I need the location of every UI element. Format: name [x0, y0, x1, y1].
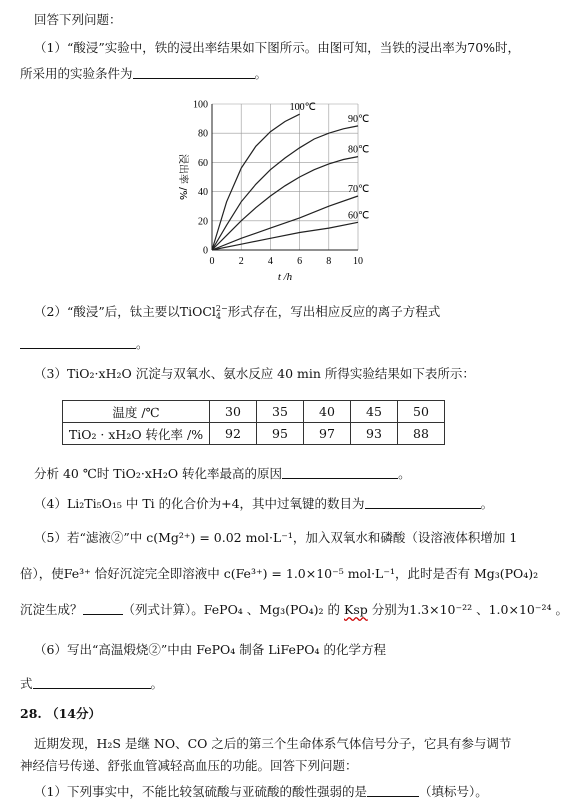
q5-line1: （5）若“滤液②”中 c(Mg²⁺) = 0.02 mol·L⁻¹，加入双氧水和磷酸（设溶液体积增加 1 [34, 530, 518, 545]
q3-answer-blank[interactable] [282, 466, 398, 479]
series-label: 70℃ [348, 183, 370, 195]
table-cell: 30 [210, 401, 257, 423]
y-tick-label: 100 [193, 99, 208, 111]
series-label: 100℃ [289, 102, 316, 114]
series-line [212, 222, 358, 250]
q28-sub1a: （1）下列事实中，不能比较氢硫酸与亚硫酸的酸性强弱的是 [34, 784, 367, 799]
q5-line3b: （列式计算）。FePO₄ 、Mg₃(PO₄)₂ 的 [122, 602, 341, 617]
q2-answer-blank[interactable] [20, 336, 136, 349]
q2-line2 [20, 336, 149, 352]
q4-answer-blank[interactable] [365, 496, 481, 509]
y-tick-label: 80 [198, 128, 208, 140]
q6-line2 [20, 676, 163, 692]
x-tick-label: 2 [238, 256, 244, 267]
q5-line3a: 沉淀生成？ [20, 602, 83, 617]
q28-answer-blank[interactable] [367, 784, 419, 797]
x-tick-label: 4 [267, 256, 273, 267]
table-header-conversion: TiO₂ · xH₂O 转化率 /% [63, 423, 210, 445]
x-tick-label: 10 [353, 256, 363, 267]
q1-end: 。 [254, 66, 268, 81]
table-row-temperature [63, 401, 445, 423]
y-tick-label: 40 [198, 187, 208, 199]
q28-sub1 [34, 784, 488, 800]
q1-answer-blank[interactable] [133, 66, 255, 79]
q2-end: 。 [136, 336, 149, 351]
q2-species [180, 304, 228, 319]
series-label: 90℃ [348, 113, 370, 125]
intro-text: 回答下列问题： [34, 12, 122, 27]
y-tick-label: 0 [203, 245, 208, 257]
q2-species-charge: 2− [215, 303, 228, 313]
series-line [212, 196, 358, 250]
q2-species-sub: 4 [215, 311, 221, 321]
q2-line1b: 形式存在，写出相应反应的离子方程式 [227, 304, 441, 319]
q28-heading: 28. （14分） [20, 706, 101, 721]
q1-line2-text: 所采用的实验条件为 [20, 66, 133, 81]
y-axis-label: 浸出率 /% [177, 153, 188, 201]
series-line [212, 114, 300, 250]
x-tick-label: 6 [297, 256, 303, 267]
series-line [212, 126, 358, 250]
table-cell: 92 [210, 423, 257, 445]
q4-line [34, 496, 493, 512]
q28-sub1b: （填标号）。 [418, 784, 488, 799]
table-cell: 40 [304, 401, 351, 423]
q3-analysis-text: 分析 40 ℃时 TiO₂·xH₂O 转化率最高的原因 [34, 466, 283, 481]
table-cell: 45 [351, 401, 398, 423]
leach-rate-chart [170, 96, 370, 286]
q3-analysis [34, 466, 411, 482]
q4-end: 。 [480, 496, 494, 511]
q6-line2-text: 式 [20, 676, 33, 691]
q4-text: （4）Li₂Ti₅O₁₅ 中 Ti 的化合价为+4，其中过氧键的数目为 [34, 496, 365, 511]
table-cell: 88 [398, 423, 445, 445]
q6-end: 。 [150, 676, 164, 691]
x-axis-label: t /h [277, 271, 293, 283]
table-cell: 93 [351, 423, 398, 445]
q5-line3 [20, 602, 568, 618]
ksp-symbol: Ksp [344, 602, 368, 617]
q2-line1a: （2）“酸浸”后，钛主要以 [34, 304, 180, 319]
q3-end: 。 [398, 466, 411, 481]
table-cell: 35 [257, 401, 304, 423]
y-tick-label: 60 [198, 157, 208, 169]
table-cell: 50 [398, 401, 445, 423]
q5-line2: 倍），使Fe³⁺ 恰好沉淀完全即溶液中 c(Fe³⁺) = 1.0×10⁻⁵ mol·L⁻¹，此时是否有 Mg₃(PO₄)₂ [20, 566, 539, 581]
q6-line1: （6）写出“高温煅烧②”中由 FePO₄ 制备 LiFePO₄ 的化学方程 [34, 642, 387, 657]
q2-species-main: TiOCl [179, 304, 216, 319]
series-label: 60℃ [348, 210, 370, 222]
series-label: 80℃ [348, 144, 370, 156]
q6-answer-blank[interactable] [33, 676, 151, 689]
x-tick-label: 8 [326, 256, 332, 267]
y-tick-label: 20 [198, 216, 208, 228]
q28-line1: 近期发现，H₂S 是继 NO、CO 之后的第三个生命体系气体信号分子，它具有参与调节 [34, 736, 512, 751]
table-cell: 97 [304, 423, 351, 445]
conversion-table [62, 400, 445, 445]
q1-line2 [20, 66, 267, 82]
q5-line3c: 分别为1.3×10⁻²² 、1.0×10⁻²⁴ 。 [371, 602, 568, 617]
table-row-conversion [63, 423, 445, 445]
q3-line: （3）TiO₂·xH₂O 沉淀与双氧水、氨水反应 40 min 所得实验结果如下表所示： [34, 366, 475, 381]
q2-line1 [34, 304, 440, 321]
q5-answer-blank[interactable] [83, 602, 123, 615]
q28-line2: 神经信号传递、舒张血管减轻高血压的功能。回答下列问题： [20, 758, 358, 773]
table-cell: 95 [257, 423, 304, 445]
x-tick-label: 0 [209, 256, 215, 267]
table-header-temperature: 温度 /℃ [63, 401, 210, 423]
q1-line1: （1）“酸浸”实验中，铁的浸出率结果如下图所示。由图可知，当铁的浸出率为70%时， [34, 40, 521, 55]
